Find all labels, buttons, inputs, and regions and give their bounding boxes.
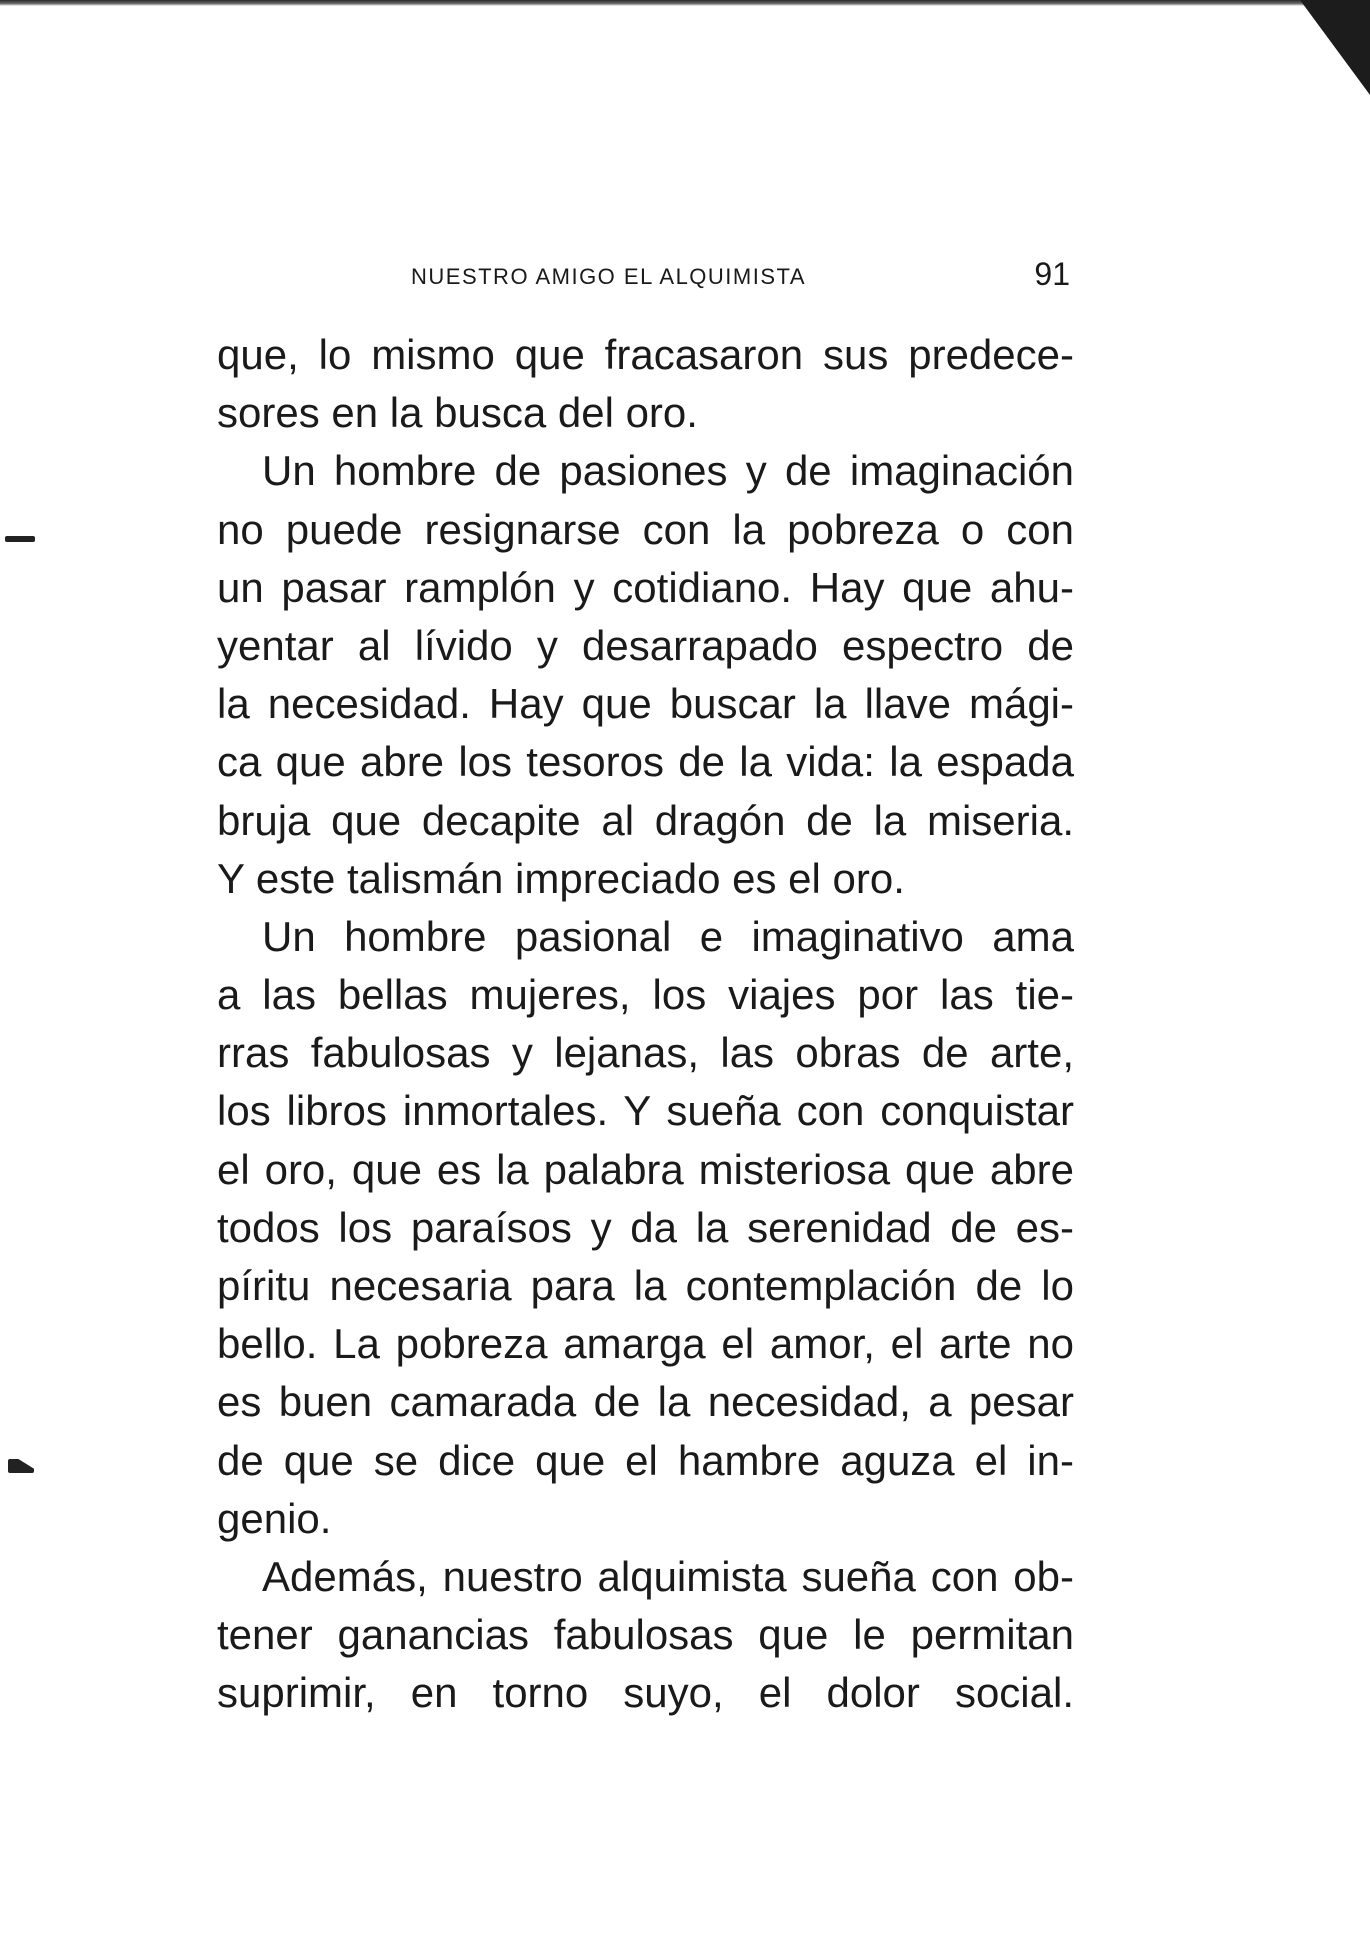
text-line: todos los paraísos y da la serenidad de es- [217, 1203, 1074, 1251]
running-title: NUESTRO AMIGO EL ALQUIMISTA [411, 264, 807, 289]
scan-margin-mark [5, 536, 35, 542]
text-line: que, lo mismo que fracasaron sus predece- [217, 331, 1074, 378]
running-head [217, 258, 1074, 298]
text-line: de que se dice que el hambre aguza el in- [217, 1436, 1074, 1484]
text-line: ca que abre los tesoros de la vida: la espada [217, 738, 1074, 786]
text-line: bruja que decapite al dragón de la miseria. [217, 796, 1074, 844]
text-line: el oro, que es la palabra misteriosa que abre [217, 1145, 1074, 1193]
text-line: a las bellas mujeres, los viajes por las tie- [217, 971, 1074, 1019]
text-line: rras fabulosas y lejanas, las obras de arte, [217, 1029, 1074, 1077]
text-line: sores en la busca del oro. [217, 389, 698, 437]
text-line: bello. La pobreza amarga el amor, el arte no [217, 1320, 1074, 1368]
book-page [217, 0, 1074, 1953]
text-line: yentar al lívido y desarrapado espectro de [217, 621, 1074, 669]
scan-corner-shadow [1300, 0, 1370, 95]
text-line: Un hombre de pasiones y de imaginación [262, 447, 1074, 495]
text-line: los libros inmortales. Y sueña con conquistar [217, 1087, 1074, 1135]
scan-margin-mark [8, 1459, 34, 1473]
text-line: Un hombre pasional e imaginativo ama [262, 912, 1074, 960]
text-line: la necesidad. Hay que buscar la llave mági- [217, 680, 1074, 728]
text-line: Además, nuestro alquimista sueña con ob- [262, 1552, 1074, 1600]
text-line: no puede resignarse con la pobreza o con [217, 505, 1074, 553]
text-line: un pasar ramplón y cotidiano. Hay que ahu- [217, 563, 1074, 611]
text-line: píritu necesaria para la contemplación de lo [217, 1262, 1074, 1309]
text-line: suprimir, en torno suyo, el dolor social. [217, 1669, 1074, 1717]
page-number: 91 [1034, 256, 1070, 292]
text-line: Y este talismán impreciado es el oro. [217, 854, 905, 902]
text-line: genio. [217, 1494, 332, 1542]
body-text [217, 326, 1074, 1723]
text-line: es buen camarada de la necesidad, a pesar [217, 1378, 1074, 1426]
text-line: tener ganancias fabulosas que le permitan [217, 1611, 1074, 1659]
